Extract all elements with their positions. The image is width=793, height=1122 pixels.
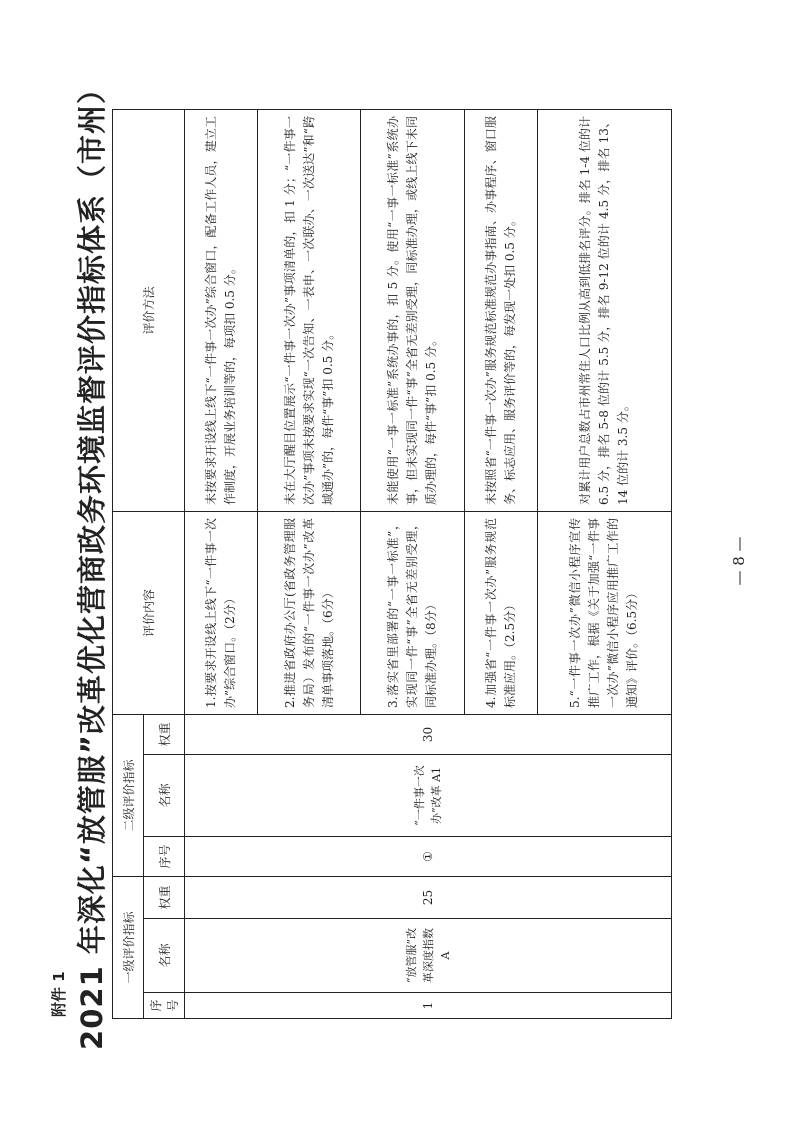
level2-weight: 30 <box>185 715 672 755</box>
level2-name: “一件事一次办”改革 A1 <box>185 755 672 837</box>
table-row <box>185 110 258 1019</box>
header-level1: 一级评价指标 <box>113 877 144 1019</box>
level1-weight: 25 <box>185 877 672 919</box>
item-method-4: 未按照省“一件事一次办”服务规范标准规范办事指南、办事程序、窗口服务、标志应用、服务评价等的，每发现一处扣 0.5 分。 <box>464 110 537 512</box>
header-level2-seq: 序号 <box>144 837 185 877</box>
header-level1-seq: 序号 <box>144 993 185 1019</box>
header-level2-weight: 权重 <box>144 715 185 755</box>
item-content-4: 4.加强省“一件事一次办”服务规范标准应用。（2.5分） <box>464 512 537 715</box>
item-method-2: 未在大厅醒目位置展示“一件事一次办”事项清单的，扣 1 分；“一件事一次办”事项未按要求实现“一次告知、一表申、一次联办、一次送达”和“跨域通办”的，每件“事”扣 0.5 分。 <box>257 110 361 512</box>
item-content-2: 2.推进省政府办公厅(省政务管理服务局）发布的“一件事一次办”改革清单事项落地。（6分） <box>257 512 361 715</box>
page-number: — 8 — <box>730 536 748 586</box>
item-method-5: 对累计用户总数占市州常住人口比例从高到低排名评分。排名 1-4 位的计 6.5 分，排名 5-8 位的计 5.5 分，排名 9-12 位的计 4.5 分，排名 13、14 位的计 3.5 分。 <box>537 110 671 512</box>
level1-name: “放管服”改革深度指数 A <box>185 919 672 993</box>
document-title: 2021 年深化“放管服”改革优化营商政务环境监督评价指标体系（市州） <box>75 74 109 1050</box>
header-level1-weight: 权重 <box>144 877 185 919</box>
header-content: 评价内容 <box>113 512 185 715</box>
attachment-label: 附件 1 <box>50 971 68 1017</box>
header-level1-name: 名称 <box>144 919 185 993</box>
header-level2-name: 名称 <box>144 755 185 837</box>
indicator-table <box>112 109 672 1019</box>
level2-seq: ① <box>185 837 672 877</box>
item-content-1: 1.按要求开设线上线下“一件事一次办”综合窗口。（2分） <box>185 512 258 715</box>
row-seq: 1 <box>185 993 672 1019</box>
item-content-5: 5.“一件事一次办”微信小程序宣传推广工作，根据《关于加强“一件事一次办”微信小程序应用推广工作的通知》评价。（6.5分） <box>537 512 671 715</box>
header-level2: 二级评价指标 <box>113 715 144 877</box>
item-content-3: 3.落实省里部署的“一事一标准”，实现同一件“事”全省无差别受理，同标准办理。（8分） <box>361 512 465 715</box>
item-method-1: 未按要求开设线上线下“一件事一次办”综合窗口，配备工作人员，建立工作制度，开展业务培训等的，每项扣 0.5 分。 <box>185 110 258 512</box>
item-method-3: 未能使用“一事一标准”系统办事的，扣 5 分。使用“一事一标准”系统办事，但未实现同一件“事”全省无差别受理，同标准办理，或线上线下未同质办理的，每件“事”扣 0.5 分。 <box>361 110 465 512</box>
header-method: 评价方法 <box>113 110 185 512</box>
header-row-1 <box>113 110 144 1019</box>
